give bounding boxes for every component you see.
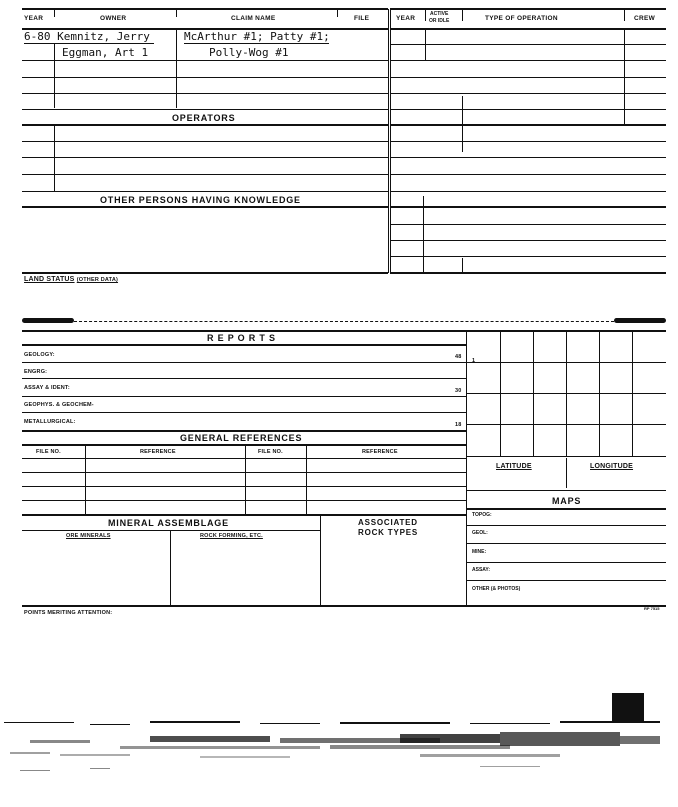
maps-assay: ASSAY:	[472, 567, 491, 573]
report-geology: GEOLOGY:	[24, 352, 55, 358]
longitude-label: LONGITUDE	[590, 463, 634, 470]
header-active: ACTIVE	[430, 11, 449, 17]
grid-marker: 1	[472, 358, 476, 364]
scan-smudge-left	[22, 318, 74, 323]
maps-geol: GEOL:	[472, 530, 488, 536]
col-file-no: FILE NO.	[36, 449, 61, 455]
maps-heading: MAPS	[552, 496, 582, 506]
maps-mine: MINE:	[472, 549, 487, 555]
form-number: RP 7515	[644, 606, 660, 611]
general-references-heading: GENERAL REFERENCES	[180, 433, 303, 443]
col-file-no-2: FILE NO.	[258, 449, 283, 455]
operators-heading: OPERATORS	[172, 113, 236, 123]
report-engrg: ENGRG:	[24, 369, 48, 375]
report-geophys: GEOPHYS. & GEOCHEM-	[24, 402, 94, 408]
maps-other: OTHER (& PHOTOS)	[472, 586, 521, 592]
report-geology-code: 48	[455, 354, 462, 360]
other-persons-heading: OTHER PERSONS HAVING KNOWLEDGE	[100, 195, 301, 205]
report-assay-code: 30	[455, 388, 462, 394]
reports-heading: R E P O R T S	[207, 333, 276, 343]
points-label: POINTS MERITING ATTENTION:	[24, 610, 113, 616]
land-status-label: LAND STATUS (OTHER DATA)	[24, 276, 119, 283]
scan-noise-band	[0, 718, 678, 788]
header-year-right: YEAR	[396, 15, 416, 22]
header-type-of-operation: TYPE OF OPERATION	[485, 15, 558, 22]
header-owner: OWNER	[100, 15, 127, 22]
entry-year-owner-1: 6-80 Kemnitz, Jerry	[24, 30, 150, 43]
col-rock-forming: ROCK FORMING, ETC.	[200, 533, 263, 539]
entry-claim-1: McArthur #1; Patty #1;	[184, 30, 330, 43]
associated-heading: ASSOCIATED	[358, 518, 418, 527]
rock-types-heading: ROCK TYPES	[358, 528, 419, 537]
entry-claim-2: Polly-Wog #1	[209, 46, 289, 59]
header-file: FILE	[354, 15, 370, 22]
report-assay: ASSAY & IDENT:	[24, 385, 70, 391]
latitude-label: LATITUDE	[496, 463, 532, 470]
report-metallurgical: METALLURGICAL:	[24, 419, 76, 425]
col-reference-2: REFERENCE	[362, 449, 398, 455]
col-ore-minerals: ORE MINERALS	[66, 533, 111, 539]
report-metallurgical-code: 18	[455, 422, 462, 428]
entry-owner-2: Eggman, Art 1	[62, 46, 149, 59]
scan-smudge-right	[614, 318, 666, 323]
header-crew: CREW	[634, 15, 656, 22]
black-square	[612, 693, 644, 721]
col-reference: REFERENCE	[140, 449, 176, 455]
header-year: YEAR	[24, 15, 44, 22]
maps-topog: TOPOG:	[472, 512, 492, 518]
mineral-assemblage-heading: MINERAL ASSEMBLAGE	[108, 518, 229, 528]
header-idle: OR IDLE	[429, 18, 450, 24]
header-claim-name: CLAIM NAME	[231, 15, 276, 22]
